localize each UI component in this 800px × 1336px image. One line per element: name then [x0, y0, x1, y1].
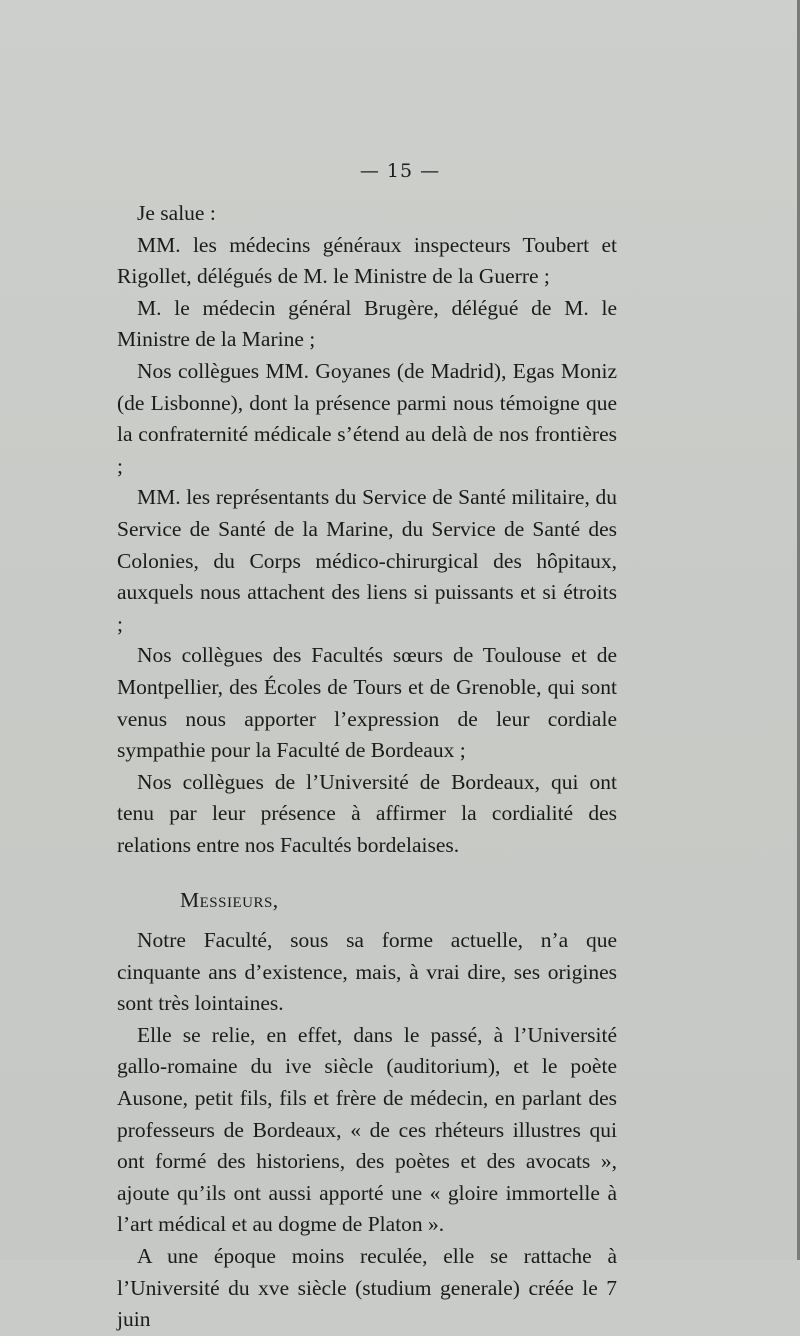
- paragraph: Nos collègues des Facultés sœurs de Toulouse et de Montpellier, des Écoles de Tours et de Grenoble, qui sont venus nous apporter l’expression de leur cordiale sympathie pour la Faculté de Bordeaux ;: [117, 643, 617, 763]
- paragraph: MM. les médecins généraux inspecteurs Toubert et Rigollet, délégués de M. le Ministre de la Guerre ;: [117, 232, 617, 289]
- salutation: Messieurs,: [180, 888, 279, 913]
- paragraph: Nos collègues MM. Goyanes (de Madrid), Egas Moniz (de Lisbonne), dont la présence parmi nous témoigne que la confraternité médicale s’étend au delà de nos frontières ;: [117, 358, 617, 478]
- paragraph: M. le médecin général Brugère, délégué de M. le Ministre de la Marine ;: [117, 295, 617, 352]
- paragraph: MM. les représentants du Service de Santé militaire, du Service de Santé de la Marine, du Service de Santé des Colonies, du Corps médico-chirurgical des hôpitaux, auxquels nous attachent des liens si puissants et si étroits ;: [117, 485, 617, 636]
- body-text: [117, 198, 617, 1336]
- page-number: — 15 —: [359, 160, 441, 182]
- paragraph: Je salue :: [137, 201, 216, 225]
- paragraph: Notre Faculté, sous sa forme actuelle, n’a que cinquante ans d’existence, mais, à vrai dire, ses origines sont très lointaines.: [117, 928, 617, 1016]
- paragraph: Elle se relie, en effet, dans le passé, à l’Université gallo-romaine du ive siècle (auditorium), et le poète Ausone, petit fils, fils et frère de médecin, en parlant des professeurs de Bordeaux, « de ces rhéteurs illustres qui ont formé des historiens, des poètes et des avocats », ajoute qu’ils ont aussi apporté une « gloire immortelle à l’art médical et au dogme de Platon ».: [117, 1022, 617, 1237]
- paragraph: A une époque moins reculée, elle se rattache à l’Université du xve siècle (studium generale) créée le 7 juin: [117, 1244, 617, 1332]
- paragraph: Nos collègues de l’Université de Bordeaux, qui ont tenu par leur présence à affirmer la cordialité des relations entre nos Facultés bordelaises.: [117, 769, 617, 857]
